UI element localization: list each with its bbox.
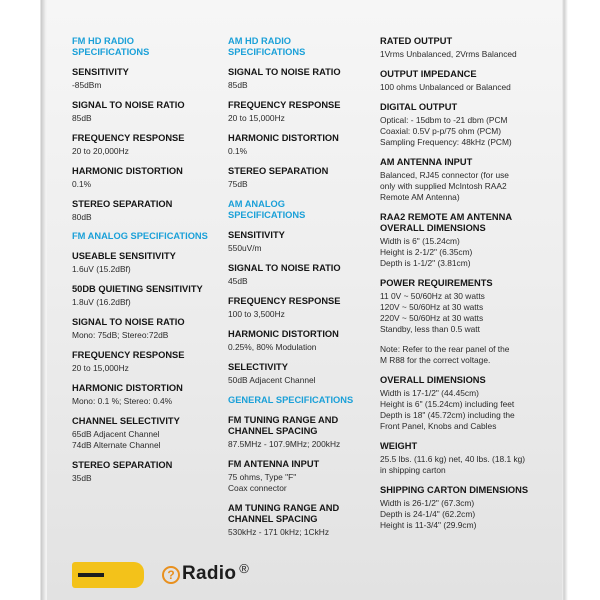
spec-label: AM ANTENNA INPUT [380,157,473,167]
spec-item [380,485,542,531]
spec-value-line: 20 to 20,000Hz [72,146,129,156]
spec-label: HARMONIC DISTORTION [72,383,183,393]
spec-value [72,264,222,275]
logo-bar [78,573,104,577]
spec-item [72,100,222,124]
spec-value [380,82,542,93]
spec-label: WEIGHT [380,441,418,451]
fm-analog-section [72,231,222,484]
spec-value-line: Front Panel, Knobs and Cables [380,421,497,431]
spec-item [72,350,222,374]
spec-value [228,80,378,91]
spec-value [72,396,222,407]
spec-value-line: 25.5 lbs. (11.6 kg) net, 40 lbs. (18.1 kg) [380,454,526,464]
spec-value-line: 80dB [72,212,92,222]
spec-label: CHANNEL SELECTIVITY [72,416,180,426]
spec-label: OVERALL DIMENSIONS [380,375,486,385]
spec-value-line: Depth is 24-1/4" (62.2cm) [380,509,476,519]
spec-label: SELECTIVITY [228,362,288,372]
section-title: FM ANALOG SPECIFICATIONS [72,231,208,241]
spec-value [72,473,222,484]
spec-label: POWER REQUIREMENTS [380,278,493,288]
spec-item [228,415,378,450]
spec-value [72,179,222,190]
spec-value-line: 85dB [72,113,92,123]
spec-item [72,460,222,484]
spec-value-line: 35dB [72,473,92,483]
spec-item [72,199,222,223]
spec-label: FREQUENCY RESPONSE [228,100,341,110]
spec-item [228,296,378,320]
spec-value [228,342,378,353]
section-title: FM HD RADIO SPECIFICATIONS [72,36,150,57]
spec-value-line: Width is 6" (15.24cm) [380,236,460,246]
spec-item [380,441,542,476]
spec-label: STEREO SEPARATION [228,166,329,176]
spec-value [72,146,222,157]
spec-item [228,100,378,124]
spec-value [380,344,542,366]
spec-item [72,284,222,308]
spec-label: SIGNAL TO NOISE RATIO [228,67,341,77]
spec-item [72,317,222,341]
spec-item [380,157,542,203]
brand-mark [162,563,249,593]
spec-label: STEREO SEPARATION [72,460,173,470]
spec-label: FM ANTENNA INPUT [228,459,320,469]
spec-value-line: Depth is 1-1/2" (3.81cm) [380,258,471,268]
spec-value [72,212,222,223]
spec-value-line: 75dB [228,179,248,189]
page-left-edge [0,0,47,600]
spec-value [72,363,222,374]
spec-item [228,459,378,494]
spec-item [72,133,222,157]
spec-label: OUTPUT IMPEDANCE [380,69,477,79]
spec-item [380,278,542,335]
spec-value-line: Note: Refer to the rear panel of the [380,344,510,354]
spec-label: SIGNAL TO NOISE RATIO [228,263,341,273]
spec-label: FREQUENCY RESPONSE [72,350,185,360]
spec-value-line: 530kHz - 171 0kHz; 1CkHz [228,527,330,537]
spec-value-line: Width is 17-1/2" (44.45cm) [380,388,479,398]
spec-value-line: Mono: 0.1 %; Stereo: 0.4% [72,396,173,406]
output-specs-section [380,36,542,531]
spec-label: HARMONIC DISTORTION [72,166,183,176]
spec-value-line: M R88 for the correct voltage. [380,355,491,365]
spec-value-line: 0.25%, 80% Modulation [228,342,317,352]
spec-label: SIGNAL TO NOISE RATIO [72,100,185,110]
spec-value-line: Height is 2-1/2" (6.35cm) [380,247,473,257]
spec-value-line: only with supplied McIntosh RAA2 [380,181,507,191]
spec-value-line: Mono: 75dB; Stereo:72dB [72,330,169,340]
spec-value [72,429,222,451]
spec-value [228,113,378,124]
spec-label: AM TUNING RANGE AND CHANNEL SPACING [228,503,340,524]
spec-label: HARMONIC DISTORTION [228,329,339,339]
spec-value-line: Coaxial: 0.5V p-p/75 ohm (PCM) [380,126,502,136]
general-section [228,395,378,538]
spec-label: RAA2 REMOTE AM ANTENNA OVERALL DIMENSIONS [380,212,513,233]
spec-item [72,416,222,451]
page-right-edge [562,0,600,600]
spec-item [380,36,542,60]
spec-item [228,230,378,254]
spec-value-line: -85dBm [72,80,102,90]
spec-value-line: 20 to 15,000Hz [72,363,129,373]
spec-item [380,69,542,93]
spec-label: DIGITAL OUTPUT [380,102,458,112]
spec-value [228,527,378,538]
spec-label: 50DB QUIETING SENSITIVITY [72,284,203,294]
spec-label: SIGNAL TO NOISE RATIO [72,317,185,327]
spec-item [228,67,378,91]
spec-value [380,388,542,432]
spec-value [228,439,378,450]
spec-value-line: 1.8uV (16.2dBf) [72,297,131,307]
spec-value [380,498,542,531]
spec-label: RATED OUTPUT [380,36,453,46]
section-title: AM HD RADIO SPECIFICATIONS [228,36,306,57]
spec-value [228,375,378,386]
spec-value-line: 74dB Alternate Channel [72,440,161,450]
spec-item [380,102,542,148]
spec-item [72,166,222,190]
fm-hd-section [72,36,222,223]
spec-item [228,133,378,157]
spec-value-line: 1Vrms Unbalanced, 2Vrms Balanced [380,49,517,59]
spec-label: SENSITIVITY [72,67,129,77]
spec-value [228,276,378,287]
brand-logo-badge [72,562,144,588]
spec-value-line: 87.5MHz - 107.9MHz; 200kHz [228,439,341,449]
spec-item [380,375,542,432]
spec-value-line: 0.1% [72,179,92,189]
spec-item [380,212,542,269]
spec-value-line: in shipping carton [380,465,446,475]
spec-value-line: Sampling Frequency: 48kHz (PCM) [380,137,512,147]
spec-item [228,166,378,190]
spec-value-line: 0.1% [228,146,248,156]
spec-label: FREQUENCY RESPONSE [228,296,341,306]
column-3 [380,36,542,540]
spec-value-line: 20 to 15,000Hz [228,113,285,123]
spec-label: FM TUNING RANGE AND CHANNEL SPACING [228,415,339,436]
spec-label: STEREO SEPARATION [72,199,173,209]
section-title: GENERAL SPECIFICATIONS [228,395,354,405]
spec-label: SENSITIVITY [228,230,285,240]
spec-value [228,309,378,320]
spec-value-line: 50dB Adjacent Channel [228,375,316,385]
spec-value-line: Remote AM Antenna) [380,192,460,202]
spec-label: SHIPPING CARTON DIMENSIONS [380,485,529,495]
section-title: AM ANALOG SPECIFICATIONS [228,199,306,220]
radio-brand-icon: ? [162,566,180,584]
spec-value-line: 550uV/m [228,243,262,253]
spec-value [228,243,378,254]
spec-value-line: 220V ~ 50/60Hz at 30 watts [380,313,484,323]
spec-label: FREQUENCY RESPONSE [72,133,185,143]
spec-value-line: 75 ohms, Type "F" [228,472,297,482]
spec-value-line: Height is 6" (15.24cm) including feet [380,399,515,409]
spec-item [228,263,378,287]
spec-item [228,362,378,386]
spec-value-line: 120V ~ 50/60Hz at 30 watts [380,302,484,312]
spec-value-line: 100 ohms Unbalanced or Balanced [380,82,511,92]
spec-value-line: Depth is 18" (45.72cm) including the [380,410,515,420]
spec-value [380,115,542,148]
column-1 [72,36,222,493]
spec-value-line: Balanced, RJ45 connector (for use [380,170,509,180]
spec-value [72,297,222,308]
spec-value [228,472,378,494]
column-2 [228,36,378,547]
registered-mark: ® [239,561,249,576]
spec-value [380,49,542,60]
spec-label: HARMONIC DISTORTION [228,133,339,143]
spec-item [228,329,378,353]
spec-value [228,146,378,157]
spec-item [380,344,542,366]
spec-item [72,251,222,275]
spec-value-line: Width is 26-1/2" (67.3cm) [380,498,475,508]
spec-value [228,179,378,190]
spec-value [72,330,222,341]
spec-item [72,67,222,91]
spec-value-line: Height is 11-3/4" (29.9cm) [380,520,477,530]
spec-value-line: 85dB [228,80,248,90]
spec-value-line: Optical: - 15dbm to -21 dbm (PCM [380,115,508,125]
spec-value-line: 100 to 3,500Hz [228,309,285,319]
spec-value-line: 65dB Adjacent Channel [72,429,160,439]
spec-value-line: 45dB [228,276,248,286]
spec-value-line: Standby, less than 0.5 watt [380,324,480,334]
am-hd-section [228,36,378,190]
spec-value-line: Coax connector [228,483,287,493]
spec-value [380,291,542,335]
spec-value [72,80,222,91]
spec-value-line: 11 0V ~ 50/60Hz at 30 watts [380,291,485,301]
spec-value [380,236,542,269]
spec-value [380,454,542,476]
spec-label: USEABLE SENSITIVITY [72,251,176,261]
spec-item [228,503,378,538]
brand-name: Radio [182,563,237,584]
am-analog-section [228,199,378,386]
spec-value [380,170,542,203]
spec-item [72,383,222,407]
spec-value-line: 1.6uV (15.2dBf) [72,264,131,274]
spec-value [72,113,222,124]
